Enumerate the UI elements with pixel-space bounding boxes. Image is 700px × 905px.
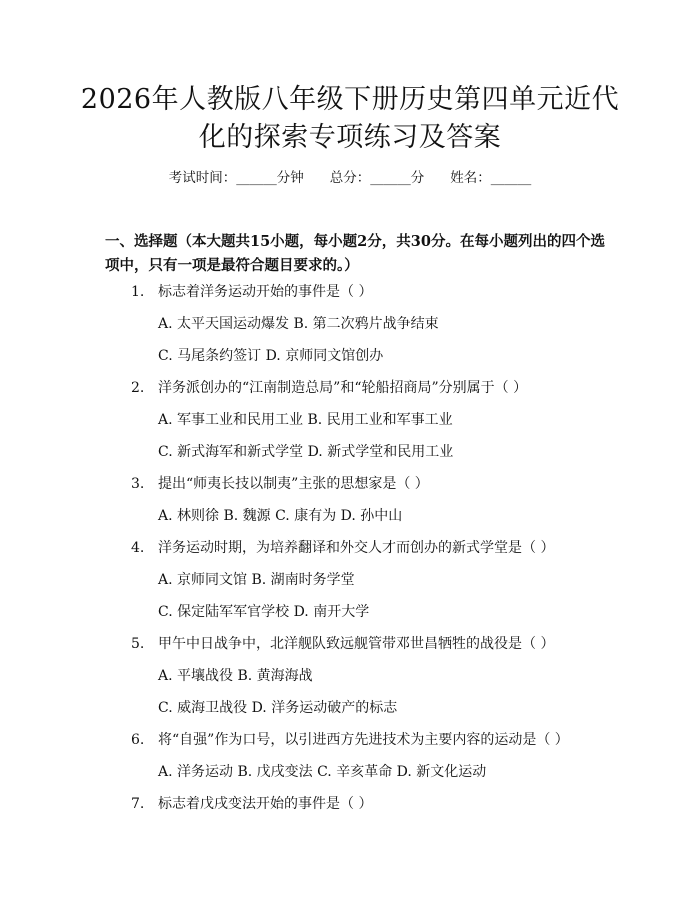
answer-options: C. 保定陆军军官学校 D. 南开大学 — [158, 604, 370, 620]
answer-options: C. 威海卫战役 D. 洋务运动破产的标志 — [158, 700, 398, 716]
question-number: 5. — [131, 636, 145, 652]
section-heading-line-2: 项中，只有一项是最符合题目要求的。） — [105, 257, 359, 274]
question-number: 2. — [131, 380, 145, 396]
question-text: 标志着戊戌变法开始的事件是（ ） — [158, 796, 373, 812]
question-number: 7. — [131, 796, 145, 812]
question-text: 标志着洋务运动开始的事件是（ ） — [158, 284, 373, 300]
answer-options: A. 太平天国运动爆发 B. 第二次鸦片战争结束 — [158, 316, 439, 332]
answer-options: A. 平壤战役 B. 黄海海战 — [158, 668, 313, 684]
document-title-line-1: 2026年人教版八年级下册历史第四单元近代 — [80, 84, 620, 115]
question-text: 提出“师夷长技以制夷”主张的思想家是（ ） — [158, 476, 429, 492]
question-number: 6. — [131, 732, 145, 748]
answer-options: A. 军事工业和民用工业 B. 民用工业和军事工业 — [158, 412, 453, 428]
question-text: 洋务运动时期，为培养翻译和外交人才而创办的新式学堂是（ ） — [158, 540, 555, 556]
question-text: 将“自强”作为口号，以引进西方先进技术为主要内容的运动是（ ） — [158, 732, 569, 748]
document-title-line-2: 化的探索专项练习及答案 — [198, 122, 502, 153]
answer-options: A. 洋务运动 B. 戊戌变法 C. 辛亥革命 D. 新文化运动 — [158, 764, 487, 780]
answer-options: A. 林则徐 B. 魏源 C. 康有为 D. 孙中山 — [158, 508, 403, 524]
question-number: 4. — [131, 540, 145, 556]
answer-options: C. 新式海军和新式学堂 D. 新式学堂和民用工业 — [158, 444, 454, 460]
question-number: 1. — [131, 284, 145, 300]
exam-time-field: 考试时间：______分钟 — [168, 170, 304, 186]
total-score-field: 总分：______分 — [329, 170, 425, 186]
question-text: 洋务派创办的“江南制造总局”和“轮船招商局”分别属于（ ） — [158, 380, 528, 396]
answer-options: C. 马尾条约签订 D. 京师同文馆创办 — [158, 348, 384, 364]
student-name-field: 姓名：______ — [450, 170, 532, 186]
question-text: 甲午中日战争中，北洋舰队致远舰管带邓世昌牺牲的战役是（ ） — [158, 636, 555, 652]
answer-options: A. 京师同文馆 B. 湖南时务学堂 — [158, 572, 355, 588]
section-heading-line-1: 一、选择题（本大题共15小题，每小题2分，共30分。在每小题列出的四个选 — [105, 233, 605, 250]
exam-info-row — [0, 168, 700, 188]
question-number: 3. — [131, 476, 145, 492]
